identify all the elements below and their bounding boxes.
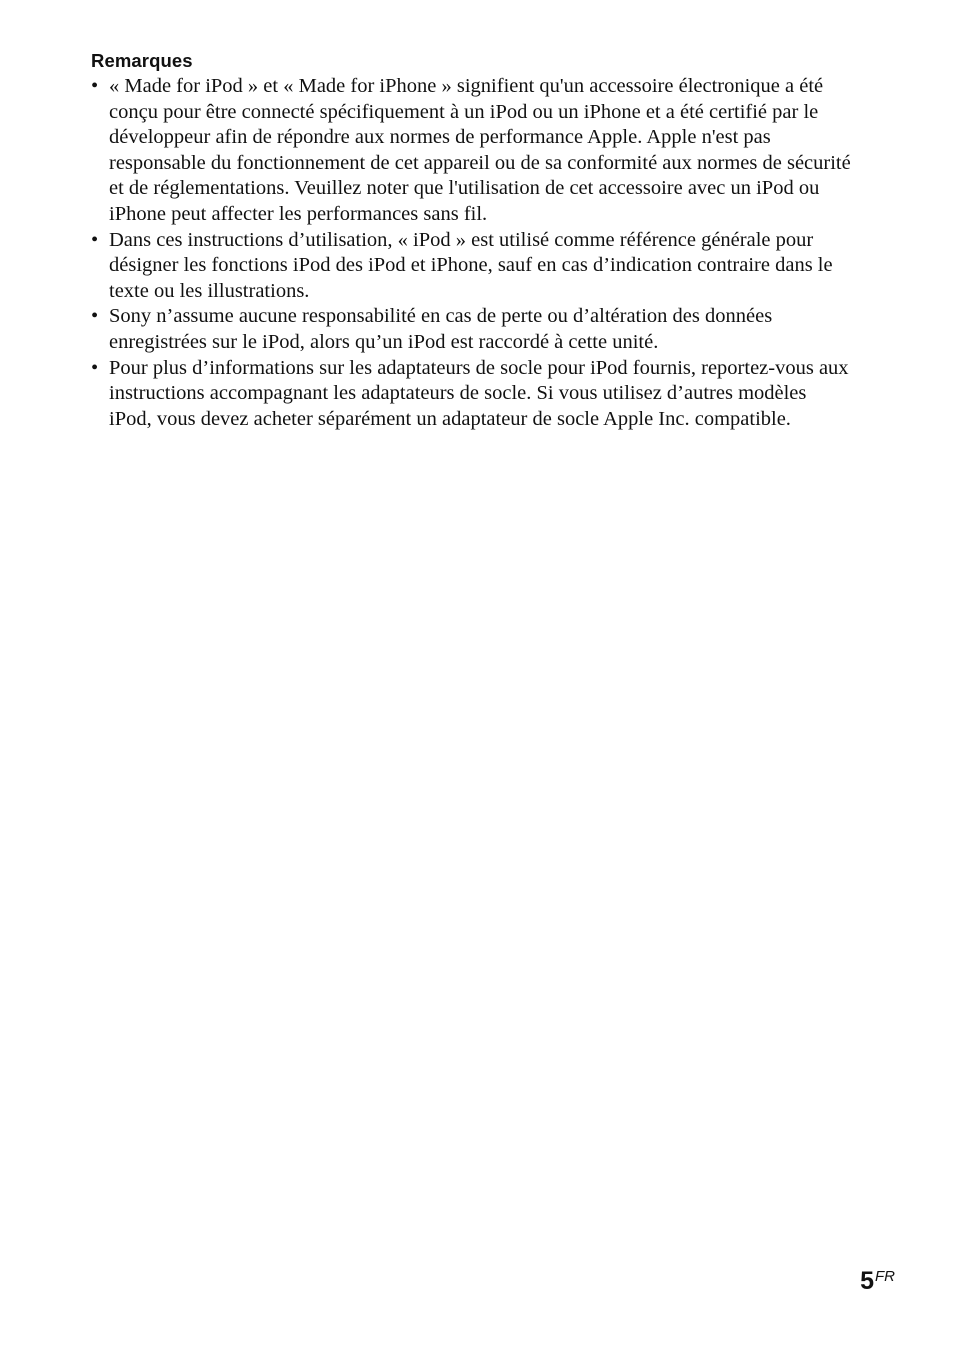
note-text: Pour plus d’informations sur les adaptateurs de socle pour iPod fournis, reportez-vous aux instructions accompagnant les adaptateurs de socle. Si vous utilisez d’autres modèles iPod, vous devez acheter séparément un adaptateur de socle Apple Inc. compatible.	[109, 356, 849, 430]
notes-heading: Remarques	[91, 50, 193, 71]
page-number-value: 5	[860, 1267, 874, 1295]
list-item	[91, 74, 851, 228]
page-language-code: FR	[875, 1268, 895, 1285]
list-item	[91, 228, 851, 305]
note-text: « Made for iPod » et « Made for iPhone » signifient qu'un accessoire électronique a été conçu pour être connecté spécifiquement à un iPod ou un iPhone et a été certifié par le développeur afin de répondre aux normes de performance Apple. Apple n'est pas responsable du fonctionnement de cet appareil ou de sa conformité aux normes de sécurité et de réglementations. Veuillez noter que l'utilisation de cet accessoire avec un iPod ou iPhone peut affecter les performances sans fil.	[109, 75, 851, 225]
bullet-icon: •	[91, 75, 99, 97]
bullet-icon: •	[91, 305, 99, 328]
notes-section	[91, 48, 851, 432]
notes-list	[91, 74, 851, 432]
bullet-icon: •	[91, 228, 99, 251]
note-text: Sony n’assume aucune responsabilité en cas de perte ou d’altération des données enregistrées sur le iPod, alors qu’un iPod est raccordé à cette unité.	[109, 305, 773, 353]
list-item	[91, 304, 851, 355]
list-item	[91, 356, 851, 433]
bullet-icon: •	[91, 356, 99, 379]
page-number	[860, 1266, 895, 1296]
note-text: Dans ces instructions d’utilisation, « iPod » est utilisé comme référence générale pour désigner les fonctions iPod des iPod et iPhone, sauf en cas d’indication contraire dans le texte ou les illustrations.	[109, 228, 833, 302]
